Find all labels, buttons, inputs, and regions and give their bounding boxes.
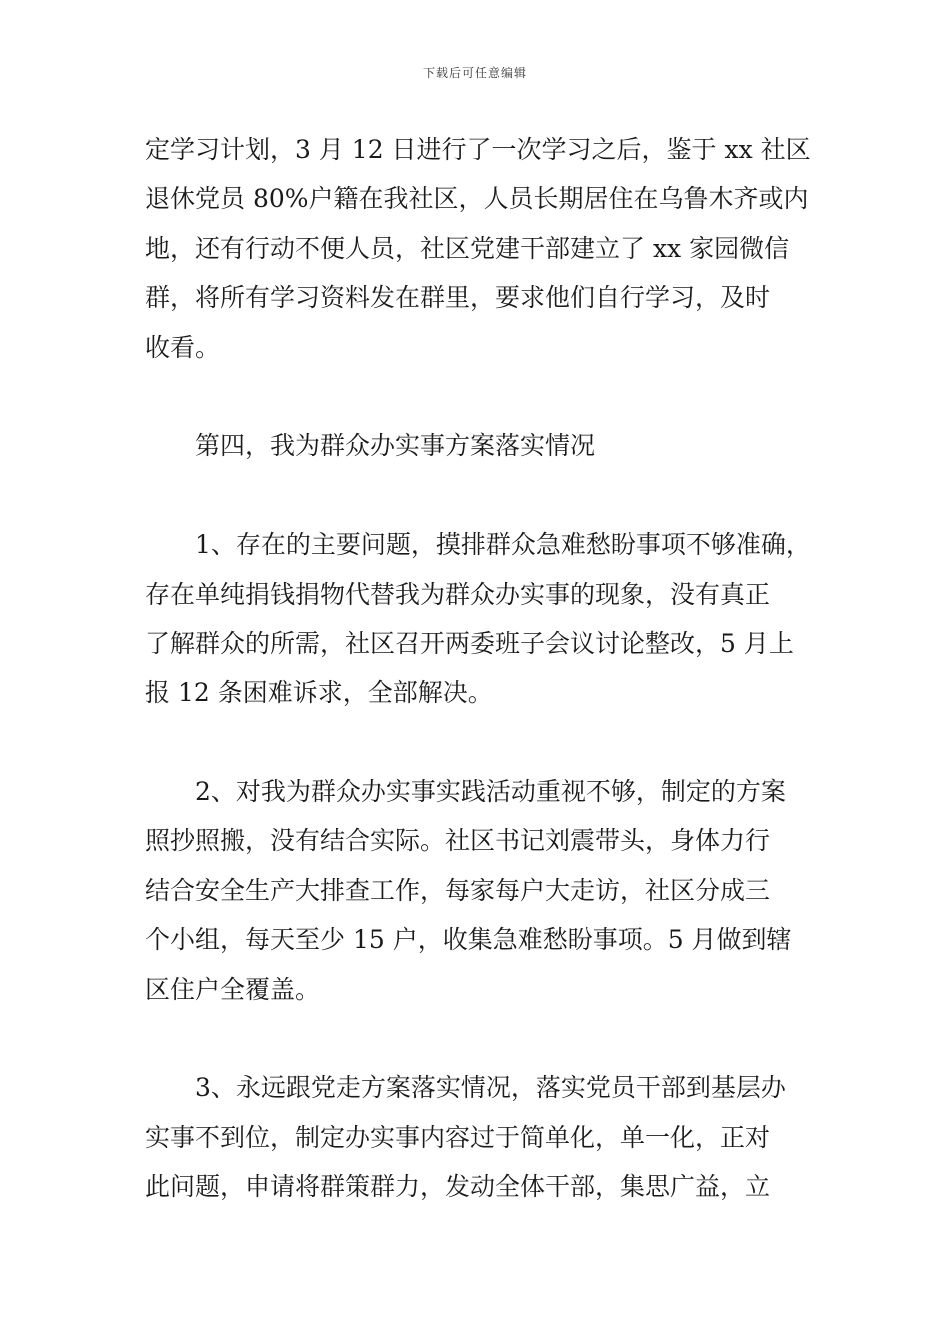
page-header: 下载后可任意编辑 bbox=[422, 66, 527, 80]
text-line: 群，将所有学习资料发在群里，要求他们自行学习，及时 bbox=[145, 283, 771, 313]
text-line: 3、永远跟党走方案落实情况，落实党员干部到基层办 bbox=[145, 1073, 786, 1103]
paragraph-gap bbox=[145, 1014, 810, 1063]
paragraph-gap bbox=[145, 718, 810, 767]
paragraph-gap bbox=[145, 372, 810, 421]
paragraph-gap bbox=[145, 471, 810, 520]
text-line: 存在单纯捐钱捐物代替我为群众办实事的现象，没有真正 bbox=[145, 579, 771, 609]
section-heading: 第四，我为群众办实事方案落实情况 bbox=[145, 431, 596, 461]
text-line: 个小组，每天至少 15 户，收集急难愁盼事项。5 月做到辖 bbox=[145, 925, 792, 955]
document-body bbox=[145, 125, 810, 1212]
text-line: 此问题，申请将群策群力，发动全体干部，集思广益，立 bbox=[145, 1172, 771, 1202]
text-line: 结合安全生产大排查工作，每家每户大走访，社区分成三 bbox=[145, 875, 771, 905]
text-line: 照抄照搬，没有结合实际。社区书记刘震带头，身体力行 bbox=[145, 826, 771, 856]
text-line: 1、存在的主要问题，摸排群众急难愁盼事项不够准确， bbox=[145, 530, 811, 560]
text-line: 报 12 条困难诉求，全部解决。 bbox=[145, 678, 493, 708]
text-line: 区住户全覆盖。 bbox=[145, 974, 321, 1004]
text-line: 退休党员 80%户籍在我社区，人员长期居住在乌鲁木齐或内 bbox=[145, 184, 809, 214]
text-line: 了解群众的所需，社区召开两委班子会议讨论整改，5 月上 bbox=[145, 628, 794, 658]
text-line: 定学习计划，3 月 12 日进行了一次学习之后，鉴于 xx 社区 bbox=[145, 135, 811, 164]
text-line: 地，还有行动不便人员，社区党建干部建立了 xx 家园微信 bbox=[145, 233, 790, 263]
text-line: 2、对我为群众办实事实践活动重视不够，制定的方案 bbox=[145, 777, 786, 807]
text-line: 实事不到位，制定办实事内容过于简单化，单一化，正对 bbox=[145, 1122, 771, 1152]
text-line: 收看。 bbox=[145, 332, 221, 362]
